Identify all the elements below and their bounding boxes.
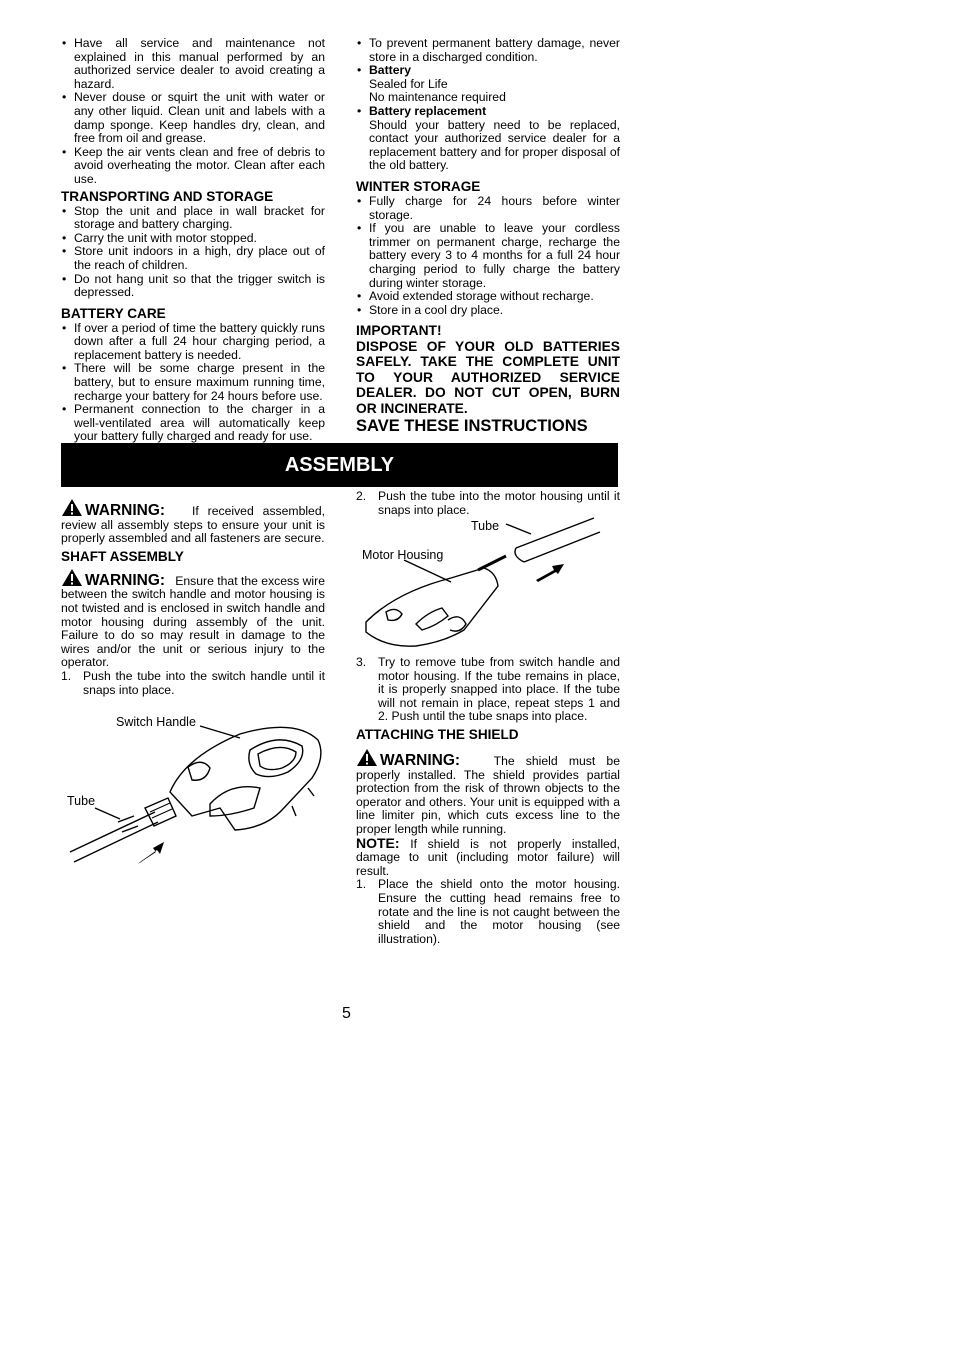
tube-label: Tube bbox=[67, 794, 96, 808]
battery-care-list bbox=[61, 322, 325, 444]
battery-title: Battery bbox=[369, 63, 411, 78]
list-item: • Store in a cool dry place. bbox=[356, 304, 620, 318]
list-item bbox=[356, 656, 620, 724]
list-item: • Fully charge for 24 hours before winter storage. bbox=[356, 195, 620, 222]
important-block bbox=[356, 323, 620, 416]
note-text: If shield is not properly installed, damage to unit (including motor failure) will result. bbox=[356, 836, 620, 878]
list-item bbox=[356, 105, 620, 173]
list-item: • There will be some charge present in the battery, but to ensure maximum running time, recharge your battery for 24 hours before use. bbox=[61, 362, 325, 403]
important-text: DISPOSE OF YOUR OLD BATTERIES SAFELY. TAKE THE COMPLETE UNIT TO YOUR AUTHORIZED SERVICE DEALER. DO NOT CUT OPEN, BURN OR INCINERATE. bbox=[356, 338, 620, 416]
warning-block bbox=[356, 748, 620, 837]
important-title: IMPORTANT! bbox=[356, 323, 442, 339]
warning-block bbox=[61, 498, 325, 546]
list-item bbox=[61, 670, 325, 697]
tube-label: Tube bbox=[471, 519, 500, 533]
step-number: 3. bbox=[356, 655, 367, 669]
assembly-banner: ASSEMBLY bbox=[61, 443, 618, 487]
list-item: • Never douse or squirt the unit with water or any other liquid. Clean unit and labels with a damp sponge. Keep handles dry, clean, and free from oil and grease. bbox=[61, 91, 325, 145]
warning-icon bbox=[61, 498, 83, 517]
shaft-assembly-heading: SHAFT ASSEMBLY bbox=[61, 548, 184, 564]
transport-list bbox=[61, 205, 325, 300]
switch-handle-label: Switch Handle bbox=[116, 715, 196, 729]
step-number: 1. bbox=[61, 668, 72, 683]
list-item: • If you are unable to leave your cordless trimmer on permanent charge, recharge the battery every 3 to 4 months for a full 24 hour charging period to fully charge the battery during winter storage. bbox=[356, 222, 620, 290]
warning-icon bbox=[356, 748, 378, 767]
assembly-left-column bbox=[61, 498, 325, 697]
list-item bbox=[356, 878, 620, 946]
shaft-steps bbox=[61, 670, 325, 697]
list-item: • Carry the unit with motor stopped. bbox=[61, 232, 325, 246]
list-item: • Keep the air vents clean and free of debris to avoid overheating the motor. Clean after each use. bbox=[61, 146, 325, 187]
warning-text: If received assembled, review all assembly steps to ensure your unit is properly assembled and all fasteners are secure. bbox=[61, 504, 325, 546]
warning-text: Ensure that the excess wire between the switch handle and motor housing is not twisted and is enclosed in switch handle and motor housing during assembly of the unit. Failure to do so may result in damage to the wires and/or the unit or serious injury to the operator. bbox=[61, 573, 325, 670]
list-item: • If over a period of time the battery quickly runs down after a full 24 hour charging period, a replacement battery is needed. bbox=[61, 322, 325, 363]
list-item bbox=[356, 64, 620, 105]
page-number: 5 bbox=[342, 1005, 351, 1022]
motor-housing-label: Motor Housing bbox=[362, 548, 444, 562]
switch-handle-illustration bbox=[60, 712, 330, 872]
warning-label: WARNING: bbox=[85, 502, 166, 519]
step-text: Try to remove tube from switch handle and motor housing. If the tube remains in place, it is properly snapped into place. If the tube will not remain in place, repeat steps 1 and 2. Push until the tube snaps into place. bbox=[378, 655, 620, 724]
check-steps bbox=[356, 656, 620, 724]
list-item: • Permanent connection to the charger in a well-ventilated area will automatically keep your battery fully charged and ready for use. bbox=[61, 403, 325, 444]
list-item: • Do not hang unit so that the trigger switch is depressed. bbox=[61, 273, 325, 300]
winter-storage-list bbox=[356, 195, 620, 317]
motor-housing-illustration bbox=[356, 512, 626, 657]
step-number: 2. bbox=[356, 489, 367, 503]
list-item: • Avoid extended storage without recharge. bbox=[356, 290, 620, 304]
step-text: Push the tube into the switch handle until it snaps into place. bbox=[83, 668, 325, 697]
warning-label: WARNING: bbox=[85, 571, 166, 589]
list-item: • To prevent permanent battery damage, never store in a discharged condition. bbox=[356, 37, 620, 64]
list-item: • Stop the unit and place in wall bracket for storage and battery charging. bbox=[61, 205, 325, 232]
note-block bbox=[356, 834, 620, 879]
step-text: Place the shield onto the motor housing. Ensure the cutting head remains free to rotate and the line is not caught between the shield and the motor housing (see illustration). bbox=[378, 877, 620, 946]
service-list bbox=[61, 37, 325, 187]
warning-block bbox=[61, 568, 325, 670]
battery-line: Sealed for Life bbox=[369, 76, 448, 91]
list-item: • Have all service and maintenance not explained in this manual performed by an authorized service dealer to avoid creating a hazard. bbox=[61, 37, 325, 91]
replacement-text: Should your battery need to be replaced, contact your authorized service dealer for a replacement battery and for proper disposal of the old battery. bbox=[369, 117, 620, 173]
battery-care-heading: BATTERY CARE bbox=[61, 305, 166, 321]
warning-text: The shield must be properly installed. The shield provides partial protection from the risk of thrown objects to the operator and others. Your unit is equipped with a line limiter pin, which cuts excess line to the proper length while running. bbox=[356, 753, 620, 836]
left-top-column bbox=[61, 37, 325, 444]
battery-line: No maintenance required bbox=[369, 90, 506, 105]
shield-steps bbox=[356, 878, 620, 946]
winter-storage-heading: WINTER STORAGE bbox=[356, 178, 481, 194]
warning-label: WARNING: bbox=[380, 751, 461, 769]
transport-heading: TRANSPORTING AND STORAGE bbox=[61, 188, 274, 204]
note-label: NOTE: bbox=[356, 834, 400, 851]
step-text: Push the tube into the motor housing until it snaps into place. bbox=[378, 489, 620, 517]
assembly-right-lower bbox=[356, 656, 620, 946]
step-number: 1. bbox=[356, 877, 367, 892]
save-instructions: SAVE THESE INSTRUCTIONS bbox=[356, 417, 588, 436]
replacement-title: Battery replacement bbox=[369, 103, 487, 118]
battery-info-list bbox=[356, 37, 620, 173]
warning-icon bbox=[61, 568, 83, 587]
list-item: • Store unit indoors in a high, dry place out of the reach of children. bbox=[61, 245, 325, 272]
right-top-column bbox=[356, 37, 620, 434]
attaching-shield-heading: ATTACHING THE SHIELD bbox=[356, 726, 519, 742]
